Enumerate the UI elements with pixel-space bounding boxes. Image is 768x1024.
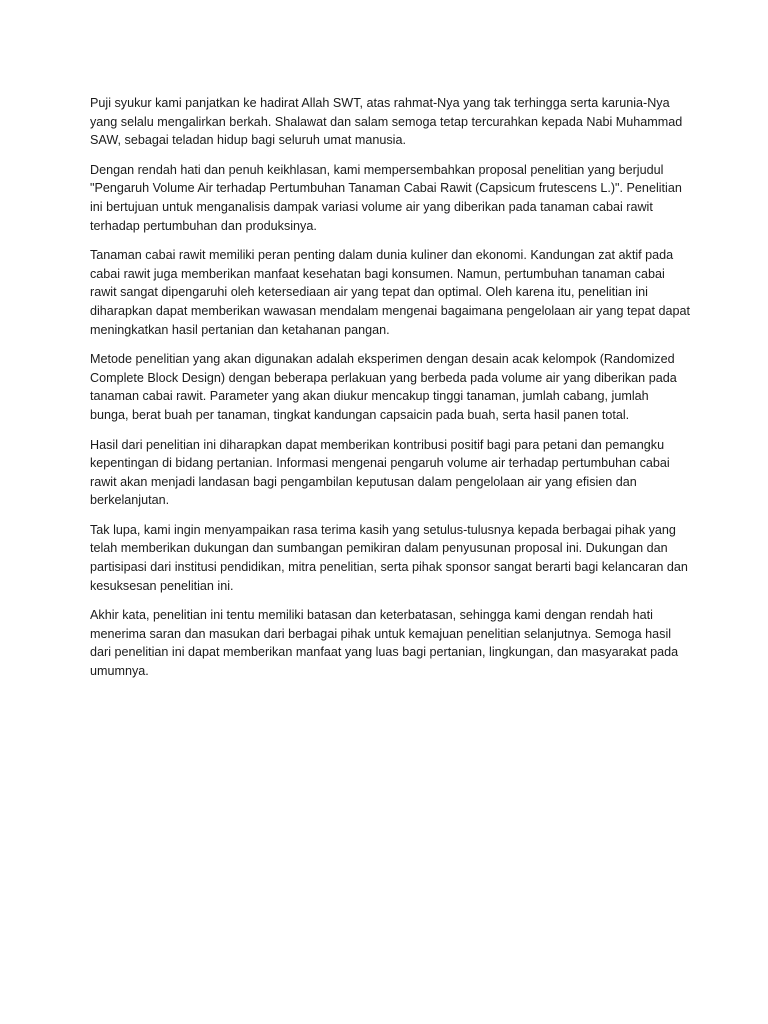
paragraph-acknowledgement: Tak lupa, kami ingin menyampaikan rasa terima kasih yang setulus-tulusnya kepada berbagai pihak yang telah memberikan dukungan dan sumbangan pemikiran dalam penyusunan proposal ini. Dukungan dan partisipasi dari institusi pendidikan, mitra penelitian, serta pihak sponsor sangat berarti bagi kelancaran dan kesuksesan penelitian ini. bbox=[90, 522, 688, 593]
document-body bbox=[90, 94, 690, 692]
paragraph-opening: Puji syukur kami panjatkan ke hadirat Allah SWT, atas rahmat-Nya yang tak terhingga serta karunia-Nya yang selalu mengalirkan berkah. Shalawat dan salam semoga tetap tercurahkan kepada Nabi Muhammad SAW, sebagai teladan hidup bagi seluruh umat manusia. bbox=[90, 96, 683, 148]
paragraph-expected-results: Hasil dari penelitian ini diharapkan dapat memberikan kontribusi positif bagi para petani dan pemangku kepentingan di bidang pertanian. Informasi mengenai pengaruh volume air terhadap pertumbuhan cabai rawit akan menjadi landasan bagi pengambilan keputusan dalam pengelolaan air yang efisien dan berkelanjutan. bbox=[90, 437, 670, 508]
paragraph-background: Tanaman cabai rawit memiliki peran penting dalam dunia kuliner dan ekonomi. Kandungan zat aktif pada cabai rawit juga memberikan manfaat kesehatan bagi konsumen. Namun, pertumbuhan tanaman cabai rawit sangat dipengaruhi oleh ketersediaan air yang tepat dan optimal. Oleh karena itu, penelitian ini diharapkan dapat memberikan wawasan mendalam mengenai bagaimana pengelolaan air yang tepat dapat meningkatkan hasil pertanian dan ketahanan pangan. bbox=[90, 248, 691, 337]
paragraph-method: Metode penelitian yang akan digunakan adalah eksperimen dengan desain acak kelompok (Randomized Complete Block Design) dengan beberapa perlakuan yang berbeda pada volume air yang diberikan pada tanaman cabai rawit. Parameter yang akan diukur mencakup tinggi tanaman, jumlah cabang, jumlah bunga, berat buah per tanaman, tingkat kandungan capsaicin pada buah, serta hasil panen total. bbox=[90, 352, 677, 422]
paragraph-proposal-title: Dengan rendah hati dan penuh keikhlasan, kami mempersembahkan proposal penelitian yang berjudul "Pengaruh Volume Air terhadap Pertumbuhan Tanaman Cabai Rawit (Capsicum frutescens L.)". Penelitian ini bertujuan untuk menganalisis dampak variasi volume air yang diberikan pada tanaman cabai rawit terhadap pertumbuhan dan produksinya. bbox=[90, 162, 682, 233]
paragraph-closing: Akhir kata, penelitian ini tentu memiliki batasan dan keterbatasan, sehingga kami dengan rendah hati menerima saran dan masukan dari berbagai pihak untuk kemajuan penelitian selanjutnya. Semoga hasil dari penelitian ini dapat memberikan manfaat yang luas bagi pertanian, lingkungan, dan masyarakat pada umumnya. bbox=[90, 608, 679, 679]
